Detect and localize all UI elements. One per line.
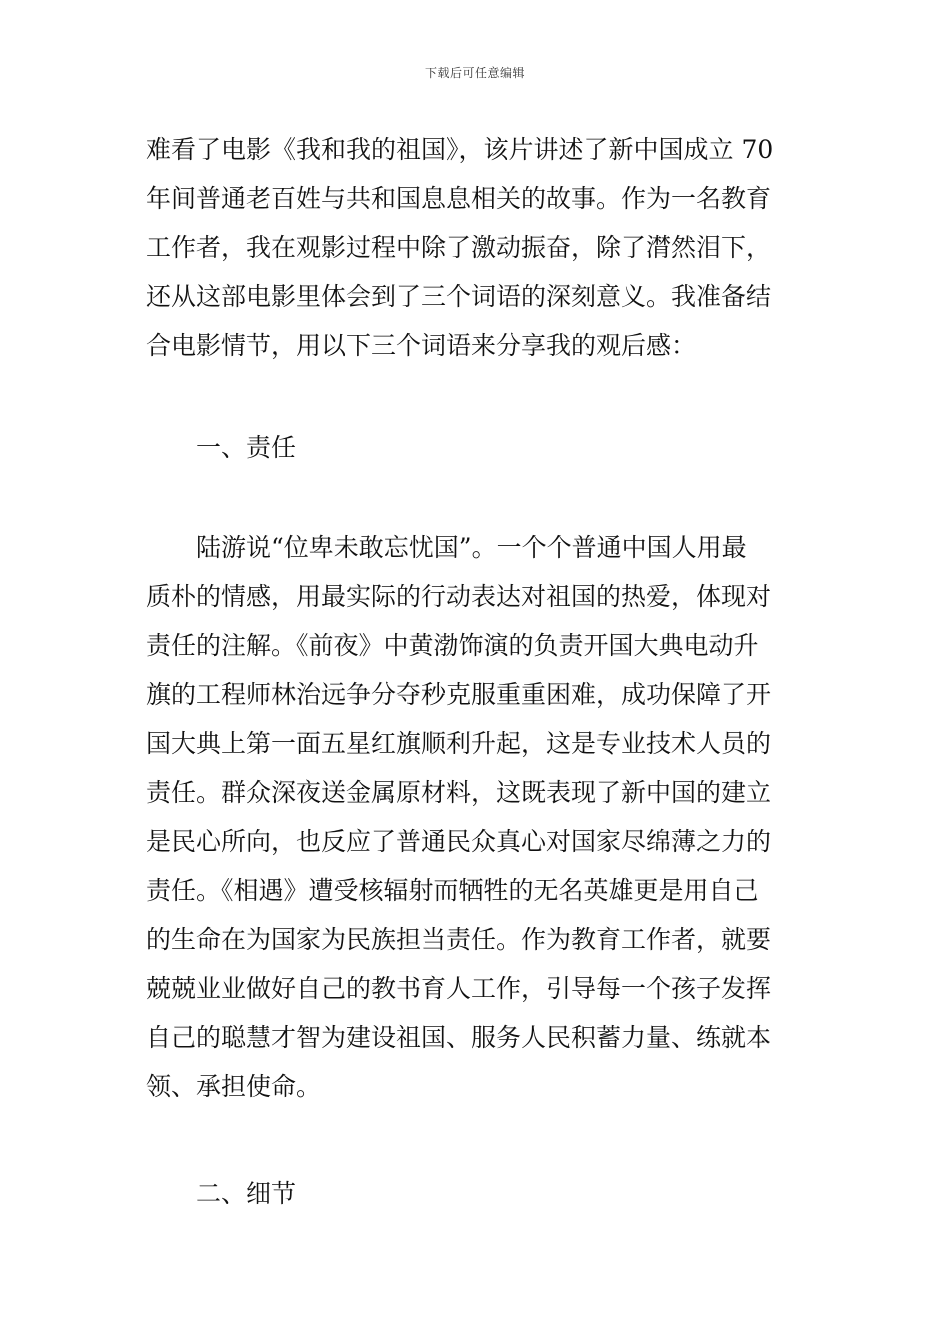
- section-heading-details: 二、细节: [196, 1179, 297, 1208]
- body-line: 责任。《相遇》遭受核辐射而牺牲的无名英雄更是用自己: [146, 876, 759, 905]
- intro-line: 年间普通老百姓与共和国息息相关的故事。作为一名教育: [146, 184, 772, 213]
- body-line: 责任。群众深夜送金属原材料，这既表现了新中国的建立: [146, 778, 772, 807]
- body-line: 自己的聪慧才智为建设祖国、服务人民积蓄力量、练就本: [146, 1023, 772, 1052]
- body-line: 国大典上第一面五星红旗顺利升起，这是专业技术人员的: [146, 729, 772, 758]
- body-line: 是民心所向，也反应了普通民众真心对国家尽绵薄之力的: [146, 827, 772, 856]
- body-line: 兢兢业业做好自己的教书育人工作，引导每一个孩子发挥: [146, 974, 772, 1003]
- body-line: 陆游说“位卑未敢忘忧国”。一个个普通中国人用最: [146, 533, 747, 562]
- body-line: 旗的工程师林治远争分夺秒克服重重困难，成功保障了开: [146, 680, 772, 709]
- intro-line: 还从这部电影里体会到了三个词语的深刻意义。我准备结: [146, 282, 772, 311]
- intro-line: 难看了电影《我和我的祖国》，该片讲述了新中国成立 70: [146, 135, 774, 164]
- intro-line: 工作者，我在观影过程中除了激动振奋，除了潸然泪下，: [146, 233, 772, 262]
- body-line: 的生命在为国家为民族担当责任。作为教育工作者，就要: [146, 925, 772, 954]
- body-line: 责任的注解。《前夜》中黄渤饰演的负责开国大典电动升: [146, 631, 759, 660]
- intro-line: 合电影情节，用以下三个词语来分享我的观后感：: [146, 331, 697, 360]
- page-header-note: 下载后可任意编辑: [424, 66, 525, 80]
- body-line: 领、承担使命。: [146, 1072, 322, 1101]
- body-line: 质朴的情感，用最实际的行动表达对祖国的热爱，体现对: [146, 582, 772, 611]
- section-heading-responsibility: 一、责任: [196, 433, 297, 462]
